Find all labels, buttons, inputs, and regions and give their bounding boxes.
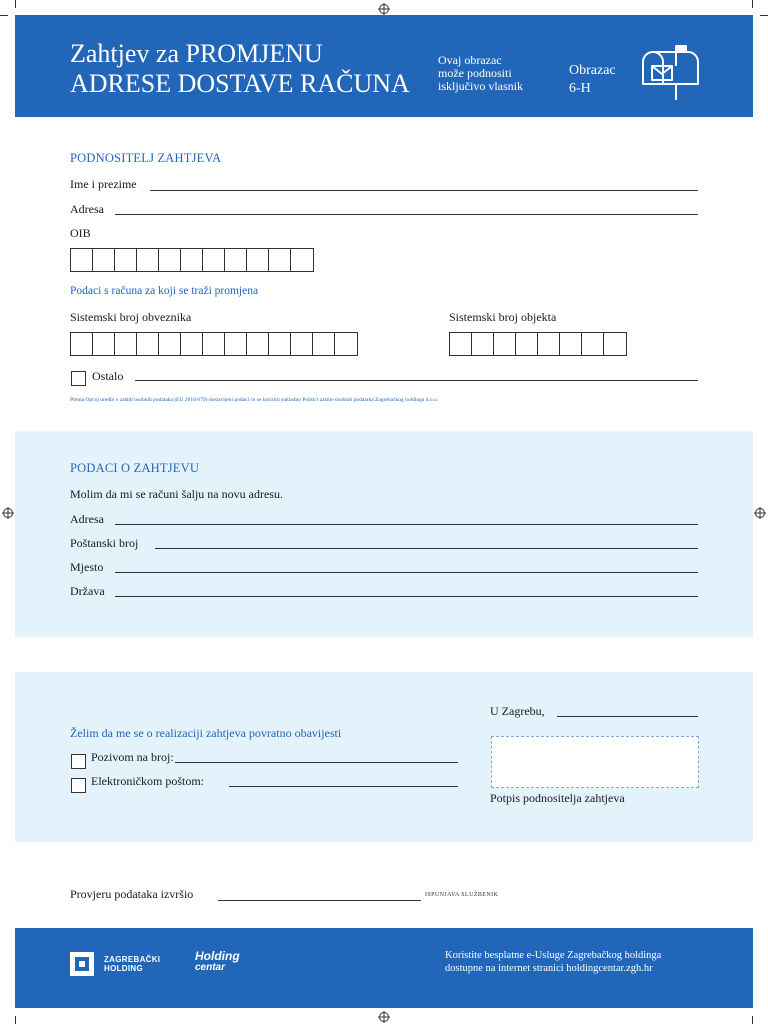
country-label: Država [70, 584, 105, 598]
taxpayer-digit-box[interactable] [71, 333, 93, 355]
form-label: Obrazac [569, 63, 616, 78]
taxpayer-digit-box[interactable] [291, 333, 313, 355]
taxpayer-number-boxes[interactable] [70, 332, 358, 356]
taxpayer-digit-box[interactable] [247, 333, 269, 355]
object-number-boxes[interactable] [449, 332, 627, 356]
email-field[interactable] [229, 786, 458, 787]
logo-text: Holding [195, 949, 240, 963]
oib-digit-box[interactable] [159, 249, 181, 271]
logo-text: HOLDING [104, 964, 143, 973]
address-label: Adresa [70, 202, 104, 216]
oib-label: OIB [70, 226, 91, 240]
other-checkbox[interactable] [71, 371, 86, 386]
owner-note-line: isključivo vlasnik [438, 79, 523, 93]
signature-label: Potpis podnositelja zahtjeva [490, 791, 625, 805]
name-label: Ime i prezime [70, 177, 137, 191]
taxpayer-digit-box[interactable] [93, 333, 115, 355]
holding-centar-logo [195, 951, 240, 973]
object-digit-box[interactable] [560, 333, 582, 355]
crop-mark [760, 15, 768, 16]
oib-digit-box[interactable] [225, 249, 247, 271]
oib-digit-box[interactable] [71, 249, 93, 271]
object-digit-box[interactable] [604, 333, 626, 355]
crop-mark [15, 0, 16, 8]
clerk-note: ISPUNJAVA SLUŽBENIK [425, 892, 499, 898]
footer-line: Koristite besplatne e-Usluge Zagrebačkog holdinga [445, 950, 662, 961]
phone-label: Pozivom na broj: [91, 750, 174, 764]
taxpayer-digit-box[interactable] [313, 333, 335, 355]
object-digit-box[interactable] [450, 333, 472, 355]
verification-label: Provjeru podataka izvršio [70, 887, 194, 901]
crop-mark [0, 15, 8, 16]
taxpayer-digit-box[interactable] [159, 333, 181, 355]
postal-code-field[interactable] [155, 548, 698, 549]
object-digit-box[interactable] [582, 333, 604, 355]
oib-digit-box[interactable] [115, 249, 137, 271]
registration-mark-right [754, 506, 766, 518]
object-digit-box[interactable] [516, 333, 538, 355]
owner-note [438, 54, 523, 93]
zagrebacki-holding-wordmark [104, 955, 160, 973]
taxpayer-digit-box[interactable] [137, 333, 159, 355]
account-subtitle: Podaci s računa za koji se traži promjena [70, 285, 259, 297]
e-services-note [445, 949, 661, 975]
applicant-section-title: PODNOSITELJ ZAHTJEVA [70, 151, 222, 165]
request-intro: Molim da mi se računi šalju na novu adresu. [70, 487, 283, 501]
registration-mark-top [378, 2, 390, 14]
form-id [569, 62, 616, 98]
date-field[interactable] [557, 716, 698, 717]
city-field[interactable] [115, 572, 698, 573]
taxpayer-digit-box[interactable] [203, 333, 225, 355]
signature-box[interactable] [491, 736, 699, 788]
address-field[interactable] [115, 214, 698, 215]
crop-mark [15, 1016, 16, 1024]
name-field[interactable] [150, 190, 698, 191]
taxpayer-digit-box[interactable] [269, 333, 291, 355]
oib-digit-box[interactable] [181, 249, 203, 271]
oib-input-boxes[interactable] [70, 248, 314, 272]
verification-field[interactable] [218, 900, 421, 901]
taxpayer-digit-box[interactable] [115, 333, 137, 355]
oib-digit-box[interactable] [269, 249, 291, 271]
place-label: U Zagrebu, [490, 704, 545, 718]
notify-title: Želim da me se o realizaciji zahtjeva povratno obavijesti [70, 726, 342, 740]
taxpayer-digit-box[interactable] [335, 333, 357, 355]
country-field[interactable] [115, 596, 698, 597]
object-digit-box[interactable] [494, 333, 516, 355]
form-title-line2: ADRESE DOSTAVE RAČUNA [70, 69, 410, 98]
taxpayer-digit-box[interactable] [225, 333, 247, 355]
crop-mark [752, 0, 753, 8]
oib-digit-box[interactable] [93, 249, 115, 271]
email-checkbox[interactable] [71, 778, 86, 793]
registration-mark-left [2, 506, 14, 518]
form-title-line1: Zahtjev za PROMJENU [70, 39, 323, 68]
registration-mark-bottom [378, 1010, 390, 1022]
gdpr-note: Prema Općoj uredbi o zaštiti osobnih podataka (EU 2016/679) dostavljeni podaci će se koristiti sukladno Politici zaštite osobnih podataka Zagrebačkog holdinga d.o.o. [70, 397, 439, 403]
logo-text: centar [195, 962, 226, 973]
phone-checkbox[interactable] [71, 754, 86, 769]
oib-digit-box[interactable] [291, 249, 313, 271]
oib-digit-box[interactable] [137, 249, 159, 271]
object-digit-box[interactable] [538, 333, 560, 355]
mailbox-icon [640, 44, 700, 102]
other-field[interactable] [135, 380, 698, 381]
form-code: 6-H [569, 81, 591, 96]
owner-note-line: može podnositi [438, 66, 512, 80]
logo-text: ZAGREBAČKI [104, 955, 161, 964]
oib-digit-box[interactable] [247, 249, 269, 271]
object-number-label: Sistemski broj objekta [449, 310, 557, 324]
new-address-label: Adresa [70, 512, 104, 526]
request-section-title: PODACI O ZAHTJEVU [70, 461, 200, 475]
new-address-field[interactable] [115, 524, 698, 525]
city-label: Mjesto [70, 560, 104, 574]
crop-mark [752, 1016, 753, 1024]
postal-code-label: Poštanski broj [70, 536, 139, 550]
zagrebacki-holding-logo [70, 952, 94, 976]
other-label: Ostalo [92, 369, 124, 383]
taxpayer-number-label: Sistemski broj obveznika [70, 310, 192, 324]
oib-digit-box[interactable] [203, 249, 225, 271]
taxpayer-digit-box[interactable] [181, 333, 203, 355]
owner-note-line: Ovaj obrazac [438, 53, 502, 67]
phone-field[interactable] [175, 762, 458, 763]
email-label: Elektroničkom poštom: [91, 774, 204, 788]
object-digit-box[interactable] [472, 333, 494, 355]
footer-line: dostupne na internet stranici holdingcentar.zgh.hr [445, 963, 653, 974]
